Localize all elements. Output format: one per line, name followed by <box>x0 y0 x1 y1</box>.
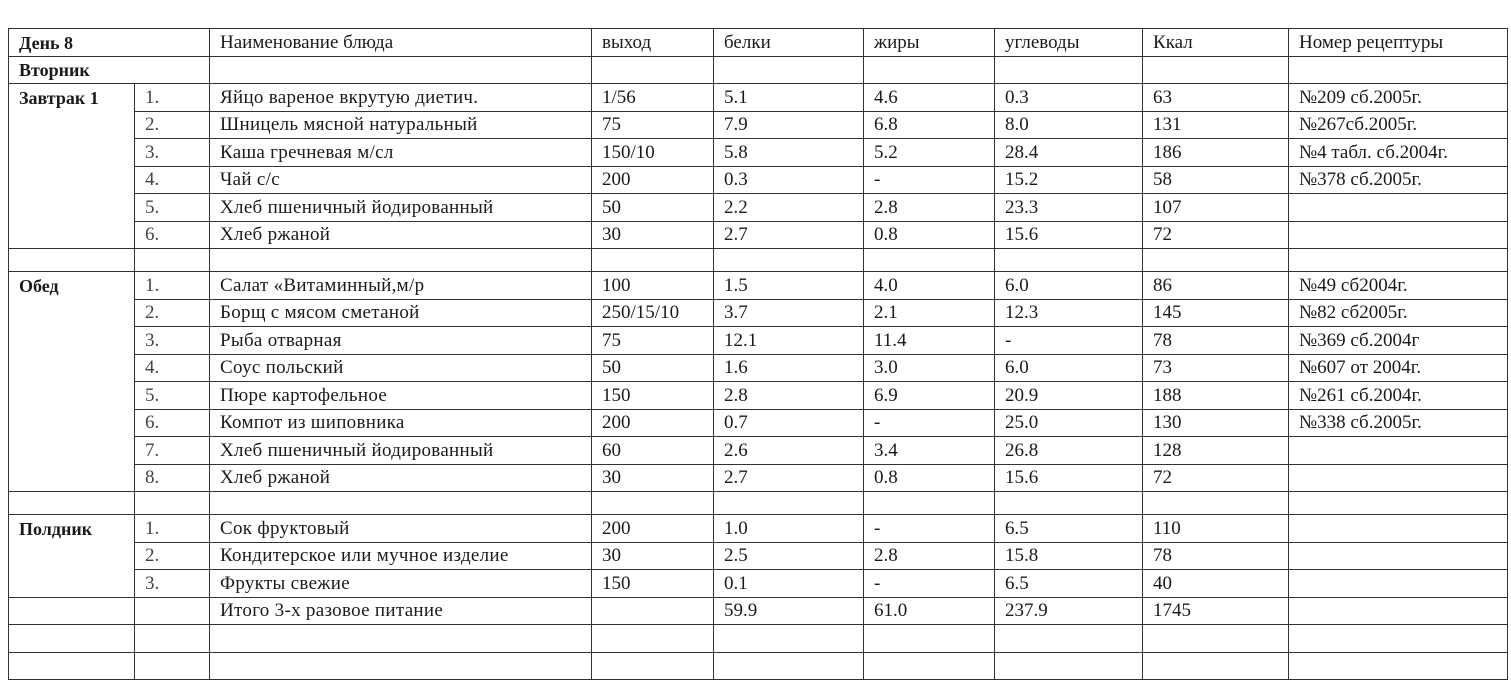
kcal: 86 <box>1143 272 1289 300</box>
recipe-number: №338 сб.2005г. <box>1289 409 1508 437</box>
output: 75 <box>592 111 714 139</box>
dish-name: Кондитерское или мучное изделие <box>210 542 592 570</box>
fat: 2.1 <box>864 299 995 327</box>
total-row <box>9 597 1508 625</box>
row-number: 1. <box>135 515 210 543</box>
column-header-carbs: углеводы <box>995 29 1143 57</box>
row-number: 2. <box>135 111 210 139</box>
recipe-number: №261 сб.2004г. <box>1289 382 1508 410</box>
dish-name: Чай с/с <box>210 166 592 194</box>
weekday-row <box>9 56 1508 84</box>
table-row <box>9 354 1508 382</box>
kcal: 145 <box>1143 299 1289 327</box>
protein: 1.6 <box>714 354 864 382</box>
row-number: 6. <box>135 221 210 249</box>
table-row <box>9 272 1508 300</box>
kcal: 72 <box>1143 221 1289 249</box>
output: 100 <box>592 272 714 300</box>
fat: 0.8 <box>864 221 995 249</box>
dish-name: Фрукты свежие <box>210 570 592 598</box>
section-label: Обед <box>9 272 135 300</box>
dish-name: Соус польский <box>210 354 592 382</box>
table-row <box>9 194 1508 222</box>
empty-row <box>9 625 1508 653</box>
menu-table-body <box>9 29 1508 680</box>
carbs: 15.6 <box>995 464 1143 492</box>
recipe-number: №82 сб2005г. <box>1289 299 1508 327</box>
carbs: 15.8 <box>995 542 1143 570</box>
recipe-number: №267сб.2005г. <box>1289 111 1508 139</box>
kcal: 40 <box>1143 570 1289 598</box>
carbs: 20.9 <box>995 382 1143 410</box>
dish-name: Яйцо вареное вкрутую диетич. <box>210 84 592 112</box>
dish-name: Салат «Витаминный,м/р <box>210 272 592 300</box>
dish-name: Рыба отварная <box>210 327 592 355</box>
fat: 0.8 <box>864 464 995 492</box>
table-row <box>9 221 1508 249</box>
fat: - <box>864 409 995 437</box>
protein: 1.0 <box>714 515 864 543</box>
total-kcal: 1745 <box>1143 597 1289 625</box>
recipe-number <box>1289 464 1508 492</box>
row-number: 3. <box>135 139 210 167</box>
output: 60 <box>592 437 714 465</box>
dish-name: Каша гречневая м/сл <box>210 139 592 167</box>
protein: 0.3 <box>714 166 864 194</box>
protein: 12.1 <box>714 327 864 355</box>
recipe-number: №378 сб.2005г. <box>1289 166 1508 194</box>
protein: 3.7 <box>714 299 864 327</box>
total-carbs: 237.9 <box>995 597 1143 625</box>
protein: 5.8 <box>714 139 864 167</box>
carbs: 0.3 <box>995 84 1143 112</box>
column-header-output: выход <box>592 29 714 57</box>
carbs: 12.3 <box>995 299 1143 327</box>
table-row <box>9 437 1508 465</box>
recipe-number <box>1289 570 1508 598</box>
row-number: 7. <box>135 437 210 465</box>
spacer-row <box>9 492 1508 515</box>
fat: - <box>864 570 995 598</box>
protein: 0.1 <box>714 570 864 598</box>
row-number: 5. <box>135 194 210 222</box>
row-number: 5. <box>135 382 210 410</box>
fat: 4.0 <box>864 272 995 300</box>
recipe-number: №209 сб.2005г. <box>1289 84 1508 112</box>
kcal: 188 <box>1143 382 1289 410</box>
carbs: 28.4 <box>995 139 1143 167</box>
header-row <box>9 29 1508 57</box>
carbs: 6.0 <box>995 272 1143 300</box>
dish-name: Хлеб ржаной <box>210 221 592 249</box>
column-header-kcal: Ккал <box>1143 29 1289 57</box>
row-number: 1. <box>135 272 210 300</box>
recipe-number <box>1289 437 1508 465</box>
kcal: 78 <box>1143 542 1289 570</box>
carbs: 26.8 <box>995 437 1143 465</box>
fat: - <box>864 515 995 543</box>
row-number: 2. <box>135 542 210 570</box>
output: 75 <box>592 327 714 355</box>
output: 150 <box>592 382 714 410</box>
dish-name: Компот из шиповника <box>210 409 592 437</box>
table-row <box>9 327 1508 355</box>
dish-name: Хлеб ржаной <box>210 464 592 492</box>
carbs: 25.0 <box>995 409 1143 437</box>
output: 50 <box>592 354 714 382</box>
dish-name: Хлеб пшеничный йодированный <box>210 194 592 222</box>
table-row <box>9 111 1508 139</box>
fat: 6.8 <box>864 111 995 139</box>
output: 30 <box>592 542 714 570</box>
carbs: 15.2 <box>995 166 1143 194</box>
output: 200 <box>592 515 714 543</box>
output: 150 <box>592 570 714 598</box>
fat: 4.6 <box>864 84 995 112</box>
table-row <box>9 299 1508 327</box>
protein: 2.7 <box>714 464 864 492</box>
output: 150/10 <box>592 139 714 167</box>
protein: 5.1 <box>714 84 864 112</box>
recipe-number: №4 табл. сб.2004г. <box>1289 139 1508 167</box>
menu-table <box>8 28 1508 680</box>
total-recipe-number <box>1289 597 1508 625</box>
fat: 2.8 <box>864 194 995 222</box>
table-row <box>9 464 1508 492</box>
recipe-number <box>1289 194 1508 222</box>
fat: - <box>864 166 995 194</box>
table-row <box>9 570 1508 598</box>
total-output <box>592 597 714 625</box>
kcal: 72 <box>1143 464 1289 492</box>
output: 30 <box>592 464 714 492</box>
kcal: 130 <box>1143 409 1289 437</box>
carbs: 6.5 <box>995 515 1143 543</box>
row-number: 2. <box>135 299 210 327</box>
output: 200 <box>592 409 714 437</box>
day-label: День 8 <box>9 29 210 57</box>
kcal: 131 <box>1143 111 1289 139</box>
table-row <box>9 382 1508 410</box>
kcal: 128 <box>1143 437 1289 465</box>
recipe-number <box>1289 221 1508 249</box>
column-header-recipe: Номер рецептуры <box>1289 29 1508 57</box>
table-row <box>9 84 1508 112</box>
total-label: Итого 3-х разовое питание <box>210 597 592 625</box>
output: 50 <box>592 194 714 222</box>
table-row <box>9 542 1508 570</box>
carbs: 8.0 <box>995 111 1143 139</box>
carbs: - <box>995 327 1143 355</box>
column-header-dish: Наименование блюда <box>210 29 592 57</box>
spacer-row <box>9 249 1508 272</box>
protein: 2.2 <box>714 194 864 222</box>
protein: 0.7 <box>714 409 864 437</box>
weekday-label: Вторник <box>9 56 210 84</box>
fat: 3.4 <box>864 437 995 465</box>
output: 1/56 <box>592 84 714 112</box>
row-number: 3. <box>135 570 210 598</box>
protein: 2.5 <box>714 542 864 570</box>
row-number: 1. <box>135 84 210 112</box>
kcal: 78 <box>1143 327 1289 355</box>
kcal: 107 <box>1143 194 1289 222</box>
output: 200 <box>592 166 714 194</box>
total-fat: 61.0 <box>864 597 995 625</box>
dish-name: Пюре картофельное <box>210 382 592 410</box>
fat: 5.2 <box>864 139 995 167</box>
protein: 1.5 <box>714 272 864 300</box>
protein: 2.8 <box>714 382 864 410</box>
row-number: 6. <box>135 409 210 437</box>
kcal: 110 <box>1143 515 1289 543</box>
kcal: 186 <box>1143 139 1289 167</box>
dish-name: Хлеб пшеничный йодированный <box>210 437 592 465</box>
kcal: 58 <box>1143 166 1289 194</box>
row-number: 8. <box>135 464 210 492</box>
carbs: 6.0 <box>995 354 1143 382</box>
protein: 2.6 <box>714 437 864 465</box>
dish-name: Шницель мясной натуральный <box>210 111 592 139</box>
row-number: 4. <box>135 354 210 382</box>
table-row <box>9 409 1508 437</box>
column-header-fat: жиры <box>864 29 995 57</box>
kcal: 73 <box>1143 354 1289 382</box>
recipe-number <box>1289 515 1508 543</box>
dish-name: Борщ с мясом сметаной <box>210 299 592 327</box>
empty-row <box>9 652 1508 680</box>
protein: 2.7 <box>714 221 864 249</box>
recipe-number: №607 от 2004г. <box>1289 354 1508 382</box>
table-row <box>9 515 1508 543</box>
recipe-number <box>1289 542 1508 570</box>
fat: 6.9 <box>864 382 995 410</box>
dish-name: Сок фруктовый <box>210 515 592 543</box>
table-row <box>9 166 1508 194</box>
carbs: 23.3 <box>995 194 1143 222</box>
output: 30 <box>592 221 714 249</box>
kcal: 63 <box>1143 84 1289 112</box>
row-number: 4. <box>135 166 210 194</box>
row-number: 3. <box>135 327 210 355</box>
table-row <box>9 139 1508 167</box>
fat: 11.4 <box>864 327 995 355</box>
output: 250/15/10 <box>592 299 714 327</box>
recipe-number: №369 сб.2004г <box>1289 327 1508 355</box>
section-label: Полдник <box>9 515 135 543</box>
fat: 3.0 <box>864 354 995 382</box>
protein: 7.9 <box>714 111 864 139</box>
recipe-number: №49 сб2004г. <box>1289 272 1508 300</box>
fat: 2.8 <box>864 542 995 570</box>
column-header-protein: белки <box>714 29 864 57</box>
carbs: 15.6 <box>995 221 1143 249</box>
carbs: 6.5 <box>995 570 1143 598</box>
total-protein: 59.9 <box>714 597 864 625</box>
section-label: Завтрак 1 <box>9 84 135 112</box>
